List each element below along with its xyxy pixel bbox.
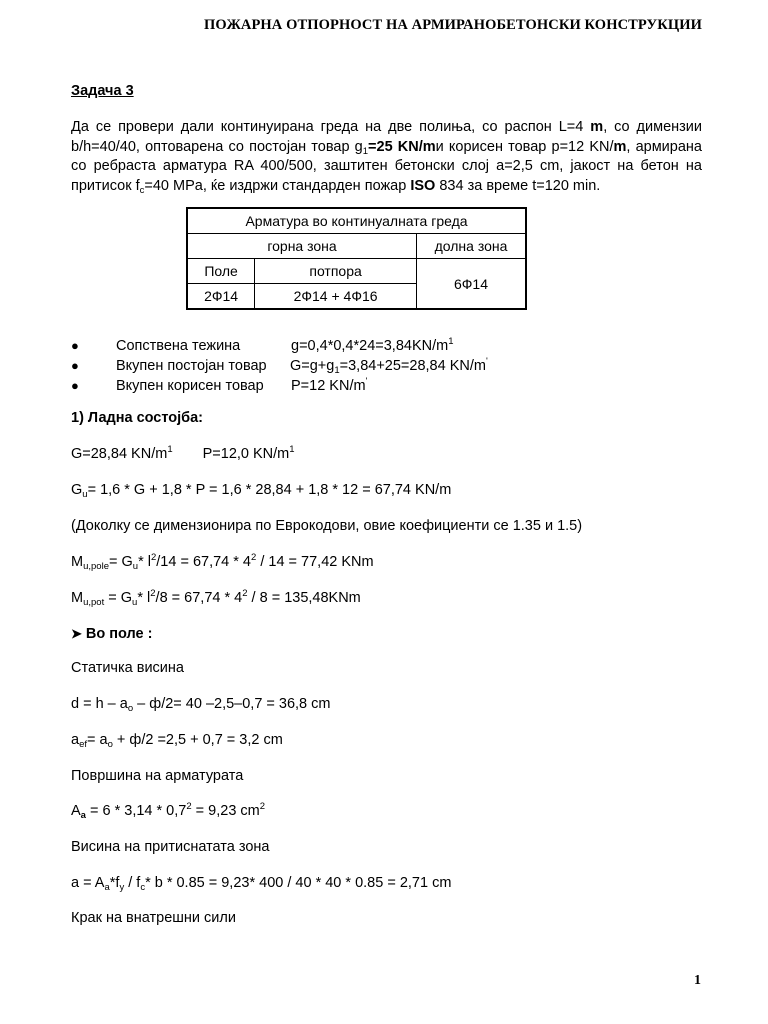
load-label: Сопствена тежина (116, 338, 241, 354)
loads-line: G=28,84 $KN/m^1$ P=12,0 $KN/m^1$ (71, 444, 295, 462)
load-value: P=12 KN/m' (291, 376, 368, 394)
static-height-label: Статичка висина (71, 660, 184, 676)
rebar-table (186, 207, 527, 310)
arrow-icon: ➤ (71, 626, 82, 641)
field-heading: ➤ Во поле : (71, 626, 153, 642)
d-equation: $d = h - a_o - ф/2= 40$ –2,5–0,7 = 36,8 cm (71, 696, 331, 714)
load-value: $G=g+g_1=3,84+25=28,84$ KN/m' (290, 356, 488, 376)
bullet-icon: ● (71, 338, 79, 353)
a-equation: $a = A_a*f_y / f_c*$ b * 0.85 = 9,23* 400 / 40 * 40 * 0.85 = 2,71 cm (71, 875, 452, 893)
task-title: Задача 3 (71, 83, 134, 99)
span-header: Поле (187, 259, 255, 284)
eurocode-note: (Доколку се димензионира по Еврокодови, овие коефициенти се 1.35 и 1.5) (71, 518, 583, 534)
top-zone-header: горна зона (187, 234, 417, 259)
aa-equation: $A_a = 6 * 3,14 * 0,7^2 = 9,23$ $cm^2$ (71, 801, 266, 821)
bottom-zone-value: 6Ф14 (417, 259, 527, 310)
moment-support-equation: $M_{u,pot} = G_u*$ $l^2/8 = 67,74 * 4^2 / 8 = 135,48KNm$ (71, 588, 361, 608)
span-value: 2Ф14 (187, 284, 255, 310)
page-number: 1 (694, 973, 701, 988)
moment-span-equation: $M_{u,pole}= G_u*$ $l^2/14 = 67,74 * 4^2 / 14 = 77,42$ KNm (71, 552, 374, 572)
section-heading: 1) Ладна состојба: (71, 410, 204, 426)
page-header: ПОЖАРНА ОТПОРНОСТ НА АРМИРАНОБЕТОНСКИ КОНСТРУКЦИИ (204, 17, 702, 33)
problem-statement: Да се провери дали континуирана греда на две полиња, со распон L=4 m, со димензии b/h=40/40, оптоварена со постојан товар $g_1=25$ KN/mи корисен товар p=12 KN/m, армирана со ребраста арматура RA 400/500, заштитен бетонски слој a=2,5 cm, јакост на бетон на притисок $f_c=40$ MPa, ќе издржи стандарден пожар ISO 834 за време t=120 min. (71, 119, 703, 196)
load-label: Вкупен постојан товар (116, 358, 267, 374)
table-title: Арматура во континуалната греда (187, 208, 526, 234)
compression-zone-label: Висина на притиснатата зона (71, 839, 270, 855)
gu-equation: $G_u= 1,6 * G + 1,8 * P = 1,6 * 28,84 + 1,8 * 12 = 67,74$ KN/m (71, 482, 452, 500)
support-header: потпора (255, 259, 417, 284)
load-label: Вкупен корисен товар (116, 378, 264, 394)
aef-equation: $a_{ef}= a_o + ф/2 =2,5 + 0,7 = 3,2$ cm (71, 732, 283, 750)
bottom-zone-header: долна зона (417, 234, 527, 259)
rebar-area-label: Површина на арматурата (71, 768, 244, 784)
lever-arm-label: Крак на внатрешни сили (71, 910, 236, 926)
load-value: $g=0,4*0,4*24=3,84KN/m^1$ (291, 336, 454, 354)
bullet-icon: ● (71, 378, 79, 393)
bullet-icon: ● (71, 358, 79, 373)
support-value: 2Ф14 + 4Ф16 (255, 284, 417, 310)
